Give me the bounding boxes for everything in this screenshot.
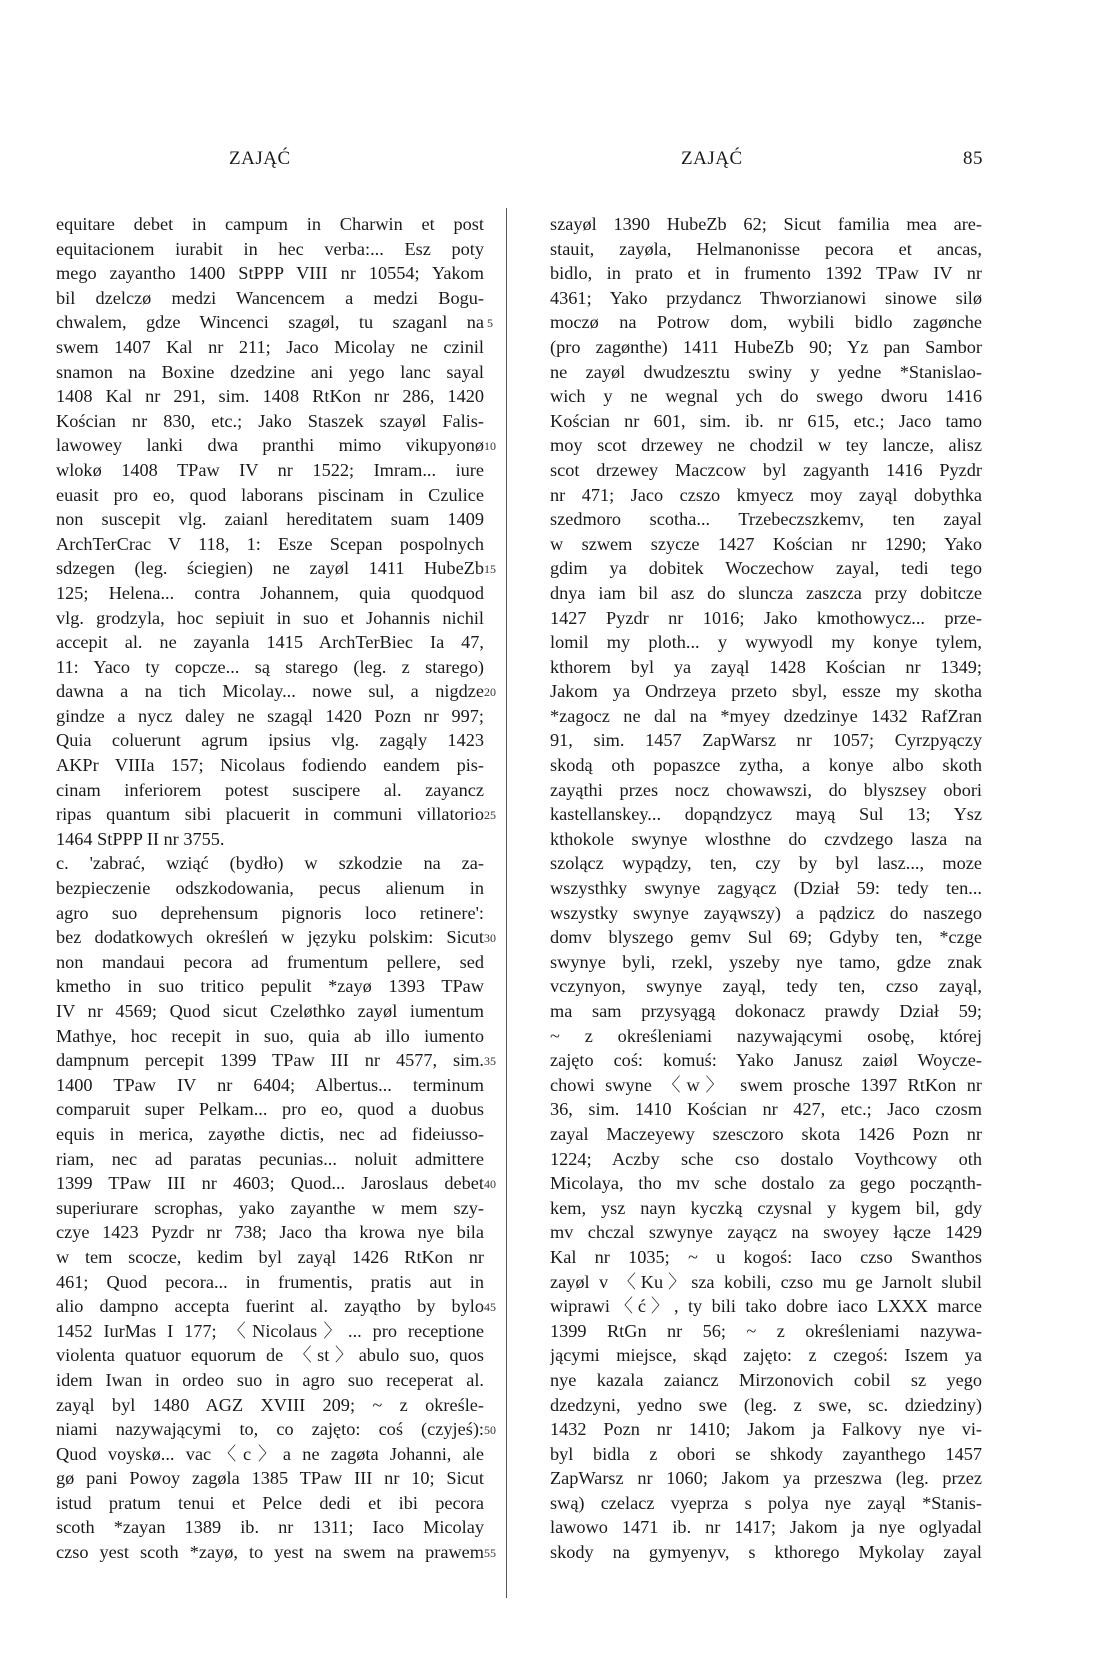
text-line: ma sam przysyągą dokonacz prawdy Dział 59;: [550, 1001, 982, 1021]
text-line: agro suo deprehensum pignoris loco retinere':: [56, 902, 484, 923]
text-line: riam, nec ad paratas pecunias... noluit admittere: [56, 1148, 484, 1169]
text-line: chowi swyne 〈w〉 swem prosche 1397 RtKon nr: [550, 1074, 982, 1095]
text-line: dnya iam bil asz do sluncza zaszcza przy dobitcze: [550, 582, 982, 603]
text-line: vlg. grodzyla, hoc sepiuit in suo et Johannis nichil: [56, 607, 484, 628]
text-line: cinam inferiorem potest suscipere al. zayancz: [56, 779, 484, 800]
text-line: moy scot drzewey ne chodzil w tey lancze, alisz: [550, 435, 982, 456]
line-number: 40: [484, 1177, 496, 1192]
text-line: szedmoro scotha... Trzebeczszkemv, ten zayal: [550, 509, 982, 530]
text-line: (pro zagønthe) 1411 HubeZb 90; Yz pan Sambor: [550, 336, 982, 357]
text-line: kthorem byl ya zayąl 1428 Kościan nr 1349;: [550, 656, 982, 677]
text-line: 125; Helena... contra Johannem, quia quodquod: [56, 582, 484, 603]
text-line: non mandaui pecora ad frumentum pellere, sed: [56, 951, 484, 972]
text-line: idem Iwan in ordeo suo in agro suo receperat al.: [56, 1369, 484, 1390]
text-line: mego zayantho 1400 StPPP VIII nr 10554; Yakom: [56, 263, 484, 284]
column-divider: [506, 208, 507, 1598]
line-number: 55: [484, 1546, 496, 1561]
text-line: kthokole swynye wlosthne do czvdzego lasza na: [550, 828, 982, 849]
text-line: equitacionem iurabit in hec verba:... Esz poty: [56, 238, 484, 259]
text-line: lawowo 1471 ib. nr 1417; Jakom ja nye oglyadal: [550, 1517, 982, 1538]
text-line: wich y ne wegnal ych do swego dworu 1416: [550, 386, 982, 407]
line-number: 30: [484, 931, 496, 946]
text-line: ~ z określeniami nazywającymi osobę, której: [550, 1025, 982, 1046]
text-line: lawowey lanki dwa pranthi mimo vikupyonø: [56, 435, 484, 456]
text-line: niami nazywającymi to, co zajęto: coś (czyjeś):: [56, 1419, 484, 1440]
text-line: snamon na Boxine dzedzine ani yego lanc sayal: [56, 361, 484, 382]
text-line: ArchTerCrac V 118, 1: Esze Scepan pospolnych: [56, 533, 484, 554]
text-line: 1408 Kal nr 291, sim. 1408 RtKon nr 286, 1420: [56, 386, 484, 407]
text-line: nr 471; Jaco czszo kmyecz moy zayąl dobythka: [550, 484, 982, 505]
text-line: dzedzyni, yedno swe (leg. z swe, sc. dziedziny): [550, 1394, 982, 1415]
text-line: moczø na Potrow dom, wybili bidlo zagønche: [550, 312, 982, 333]
text-line: 461; Quod pecora... in frumentis, pratis aut in: [56, 1271, 484, 1292]
text-line: Mathye, hoc recepit in suo, quia ab illo iumento: [56, 1025, 484, 1046]
text-line: Kal nr 1035; ~ u kogoś: Iaco czso Swanthos: [550, 1246, 982, 1267]
text-line: swem 1407 Kal nr 211; Jaco Micolay ne czinil: [56, 336, 484, 357]
text-line: mv chczal szwynye zayącz na swoyey łącze 1429: [550, 1222, 982, 1243]
text-line: equis in merica, zayøthe dictis, nec ad fideiusso-: [56, 1123, 484, 1144]
text-line: comparuit super Pelkam... pro eo, quod a duobus: [56, 1099, 484, 1120]
text-line: 36, sim. 1410 Kościan nr 427, etc.; Jaco czosm: [550, 1099, 982, 1120]
text-line: c. 'zabrać, wziąć (bydło) w szkodzie na za-: [56, 853, 484, 874]
text-line: dawna a na tich Micolay... nowe sul, a nigdze: [56, 681, 484, 702]
text-line: ne zayøl dwudzesztu swiny y yedne *Stanislao-: [550, 361, 982, 382]
text-line: scot drzewey Maczcow byl zagyanth 1416 Pyzdr: [550, 459, 982, 480]
text-line: 91, sim. 1457 ZapWarsz nr 1057; Cyrzpyączy: [550, 730, 982, 751]
header-left-title: ZAJĄĆ: [229, 148, 291, 169]
text-line: nye kazala zaiancz Mirzonovich cobil sz yego: [550, 1369, 982, 1390]
text-line: byl bidla z obori se shkody zayanthego 1457: [550, 1443, 982, 1464]
text-line: 1399 TPaw III nr 4603; Quod... Jaroslaus debet: [56, 1173, 484, 1194]
line-number: 20: [484, 685, 496, 700]
text-line: non suscepit vlg. zaianl hereditatem suam 1409: [56, 509, 484, 530]
text-line: w szwem szycze 1427 Kościan nr 1290; Yako: [550, 533, 982, 554]
text-line: bil dzelczø medzi Wancencem a medzi Bogu-: [56, 287, 484, 308]
header-right-title: ZAJĄĆ: [681, 148, 743, 169]
text-line: IV nr 4569; Quod sicut Czeløthko zayøl iumentum: [56, 1001, 484, 1021]
text-line: istud pratum tenui et Pelce dedi et ibi pecora: [56, 1492, 484, 1513]
text-line: alio dampno accepta fuerint al. zayątho by bylo: [56, 1296, 484, 1317]
text-line: 1464 StPPP II nr 3755.: [56, 828, 225, 849]
line-number: 45: [484, 1300, 496, 1315]
text-line: zayąthi przes nocz chowawszi, do blyszsey obori: [550, 779, 982, 800]
text-line: Kościan nr 601, sim. ib. nr 615, etc.; Jaco tamo: [550, 410, 982, 431]
text-line: skody na gymyenyv, s kthorego Mykolay zayal: [550, 1542, 982, 1563]
text-line: wlokø 1408 TPaw IV nr 1522; Imram... iure: [56, 459, 484, 480]
text-line: kmetho in suo tritico pepulit *zayø 1393 TPaw: [56, 976, 484, 997]
text-line: swynye byli, rzekl, yszeby nye tamo, gdze znak: [550, 951, 982, 972]
text-line: stauit, zayøla, Helmanonisse pecora et ancas,: [550, 238, 982, 259]
text-line: domv blyszego gemv Sul 69; Gdyby ten, *czge: [550, 927, 982, 948]
text-line: zayøl v 〈Ku〉sza kobili, czso mu ge Jarnolt slubil: [550, 1271, 982, 1292]
text-line: szolącz wypądzy, ten, czy by byl lasz..., moze: [550, 853, 982, 874]
page-number: 85: [963, 148, 983, 169]
text-line: wszystky swynye zayąwszy) a pądzicz do naszego: [550, 902, 982, 923]
text-line: accepit al. ne zayanla 1415 ArchTerBiec Ia 47,: [56, 632, 484, 653]
text-line: czso yest scoth *zayø, to yest na swem na prawem: [56, 1542, 484, 1563]
text-line: 11: Yaco ty copcze... są starego (leg. z starego): [56, 656, 484, 677]
text-line: Jakom ya Ondrzeya przeto sbyl, essze my skotha: [550, 681, 982, 702]
text-line: vczynyon, swynye zayąl, tedy ten, czso zayąl,: [550, 976, 982, 997]
line-number: 25: [484, 808, 496, 823]
text-line: equitare debet in campum in Charwin et post: [56, 214, 484, 234]
text-line: 1399 RtGn nr 56; ~ z określeniami nazywa-: [550, 1320, 982, 1341]
text-line: szayøl 1390 HubeZb 62; Sicut familia mea are-: [550, 214, 982, 234]
text-line: AKPr VIIIa 157; Nicolaus fodiendo eandem pis-: [56, 755, 484, 776]
text-line: 1224; Aczby sche cso dostalo Voythcowy oth: [550, 1148, 982, 1169]
text-line: wszysthky swynye zagyącz (Dział 59: tedy ten...: [550, 878, 982, 899]
text-line: czye 1423 Pyzdr nr 738; Jaco tha krowa nye bila: [56, 1222, 484, 1243]
text-line: gø pani Powoy zagøla 1385 TPaw III nr 10; Sicut: [56, 1468, 484, 1489]
text-line: Quod voyskø... vac〈c〉a ne zagøta Johanni, ale: [56, 1443, 484, 1464]
line-number: 35: [484, 1054, 496, 1069]
text-line: scoth *zayan 1389 ib. nr 1311; Iaco Micolay: [56, 1517, 484, 1538]
line-number: 50: [484, 1423, 496, 1438]
text-line: lomil my ploth... y wywyodl my konye tylem,: [550, 632, 982, 653]
text-line: 4361; Yako przydancz Thworzianowi sinowe silø: [550, 287, 982, 308]
text-line: Quia coluerunt agrum ipsius vlg. zagąly 1423: [56, 730, 484, 751]
line-number: 10: [484, 439, 496, 454]
line-number: 5: [487, 316, 493, 331]
text-line: chwalem, gdze Wincenci szagøl, tu szaganl na: [56, 312, 484, 333]
text-line: 1432 Pozn nr 1410; Jakom ja Falkovy nye vi-: [550, 1419, 982, 1440]
text-line: violenta quatuor equorum de 〈st〉abulo suo, quos: [56, 1345, 484, 1366]
text-line: bidlo, in prato et in frumento 1392 TPaw IV nr: [550, 263, 982, 284]
line-number: 15: [484, 562, 496, 577]
text-line: wiprawi〈ć〉, ty bili tako dobre iaco LXXX marce: [550, 1296, 982, 1317]
text-line: 1400 TPaw IV nr 6404; Albertus... terminum: [56, 1074, 484, 1095]
text-line: gindze a nycz daley ne szagąl 1420 Pozn nr 997;: [56, 705, 484, 726]
text-line: zayąl byl 1480 AGZ XVIII 209; ~ z określe-: [56, 1394, 484, 1415]
text-line: gdim ya dobitek Woczechow zayal, tedi tego: [550, 558, 982, 579]
text-line: bez dodatkowych określeń w języku polskim: Sicut: [56, 927, 484, 948]
text-line: superiurare scrophas, yako zayanthe w mem szy-: [56, 1197, 484, 1218]
text-line: kastellanskey... dopąndzycz mayą Sul 13; Ysz: [550, 804, 982, 825]
text-line: 1427 Pyzdr nr 1016; Jako kmothowycz... prze-: [550, 607, 982, 628]
text-line: Kościan nr 830, etc.; Jako Staszek szayøl Falis-: [56, 410, 484, 431]
text-line: sdzegen (leg. ściegien) ne zayøl 1411 HubeZb: [56, 558, 484, 579]
text-line: jącymi miejsce, skąd zajęto: z czegoś: Iszem ya: [550, 1345, 982, 1366]
text-line: 1452 IurMas I 177; 〈Nicolaus〉... pro receptione: [56, 1320, 484, 1341]
text-line: bezpieczenie odszkodowania, pecus alienum in: [56, 878, 484, 899]
text-line: dampnum percepit 1399 TPaw III nr 4577, sim.: [56, 1050, 484, 1071]
left-text-column: [56, 212, 484, 1565]
text-line: kem, ysz nayn kyczką czysnal y kygem bil, gdy: [550, 1197, 982, 1218]
text-line: skodą oth popaszce zytha, a konye albo skoth: [550, 755, 982, 776]
text-line: *zagocz ne dal na *myey dzedzinye 1432 RafZran: [550, 705, 982, 726]
text-line: euasit pro eo, quod laborans piscinam in Czulice: [56, 484, 484, 505]
text-line: zayal Maczeyewy szesczoro skota 1426 Pozn nr: [550, 1123, 982, 1144]
text-line: ZapWarsz nr 1060; Jakom ya przeszwa (leg. przez: [550, 1468, 982, 1489]
text-line: Micolaya, tho mv sche dostalo za gego począnth-: [550, 1173, 982, 1194]
right-text-column: [550, 212, 982, 1565]
text-line: zajęto coś: komuś: Yako Janusz zaiøl Woycze-: [550, 1050, 982, 1071]
text-line: ripas quantum sibi placuerit in communi villatorio: [56, 804, 484, 825]
text-line: swą) czelacz vyeprza s polya nye zayąl *Stanis-: [550, 1492, 982, 1513]
text-line: w tem scocze, kedim byl zayąl 1426 RtKon nr: [56, 1246, 484, 1267]
